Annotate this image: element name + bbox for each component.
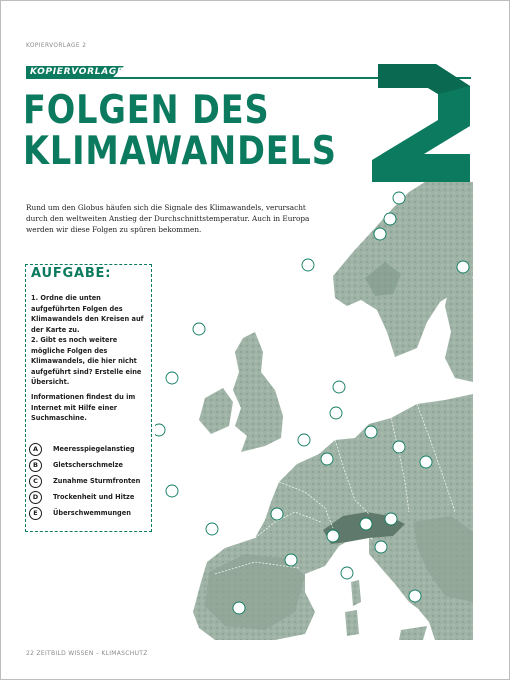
map-marker [457,261,469,273]
task-title: AUFGABE: [31,266,112,281]
map-marker [271,508,283,520]
map-marker [193,323,205,335]
map-marker [365,426,377,438]
ireland-landmass [199,388,233,434]
map-marker [166,372,178,384]
task-instruction-2: 2. Gibt es noch weitere mögliche Folgen des Klimawandels, die hier nicht aufgeführt sind? Erstelle eine Übersicht. [31,336,142,387]
map-marker [233,602,245,614]
legend-label-d: Trockenheit und Hitze [53,493,135,501]
great-britain-landmass [233,332,283,452]
map-marker [384,213,396,225]
map-marker [393,192,405,204]
task-instruction-1: 1. Ordne die unten aufgeführten Folgen des Klimawandels den Kreisen auf der Karte zu. [31,294,144,334]
legend-label-a: Meeresspiegelanstieg [53,445,135,453]
map-marker [298,434,310,446]
page-footer: 22 ZEITBILD WISSEN – KLIMASCHUTZ [26,650,148,657]
map-marker [409,590,421,602]
legend-letter-b: B [29,459,42,472]
legend-label-c: Zunahme Sturmfronten [53,477,141,485]
task-instruction-3: Informationen findest du im Internet mit Hilfe einer Suchmaschine. [31,393,136,423]
map-marker [327,530,339,542]
map-marker [285,554,297,566]
map-marker [393,441,405,453]
legend-label-b: Gletscherschmelze [53,461,123,469]
map-marker [385,513,397,525]
title-line-1: FOLGEN DES [23,88,270,133]
map-marker [302,259,314,271]
map-marker [420,456,432,468]
europe-map [155,182,473,640]
page-title [23,90,337,172]
task-box [25,264,152,532]
map-marker [374,228,386,240]
legend-letter-d: D [29,491,42,504]
legend-item-e [29,507,149,521]
legend-letter-e: E [29,507,42,520]
intro-text: Rund um den Globus häufen sich die Signale des Klimawandels, verursacht durch den weltweiten Anstieg der Durchschnittstemperatur. Auch in Europa werden wir diese Folgen zu spüren bekommen. [26,203,310,234]
map-marker [330,407,342,419]
title-line-2: KLIMAWANDELS [23,129,337,174]
legend-label-e: Überschwemmungen [53,509,131,517]
legend-item-b [29,459,149,473]
tag-label: KOPIERVORLAGE [30,66,124,77]
running-head: KOPIERVORLAGE 2 [26,41,87,49]
map-marker [375,541,387,553]
big-number-2 [372,64,470,182]
legend-letter-a: A [29,443,42,456]
legend-item-d [29,491,149,505]
map-marker [206,523,218,535]
legend-item-c [29,475,149,489]
legend-letter-c: C [29,475,42,488]
map-marker [341,567,353,579]
map-marker [155,424,165,436]
legend-item-a [29,443,149,457]
map-marker [333,381,345,393]
map-marker [360,518,372,530]
map-marker [166,485,178,497]
map-marker [321,453,333,465]
